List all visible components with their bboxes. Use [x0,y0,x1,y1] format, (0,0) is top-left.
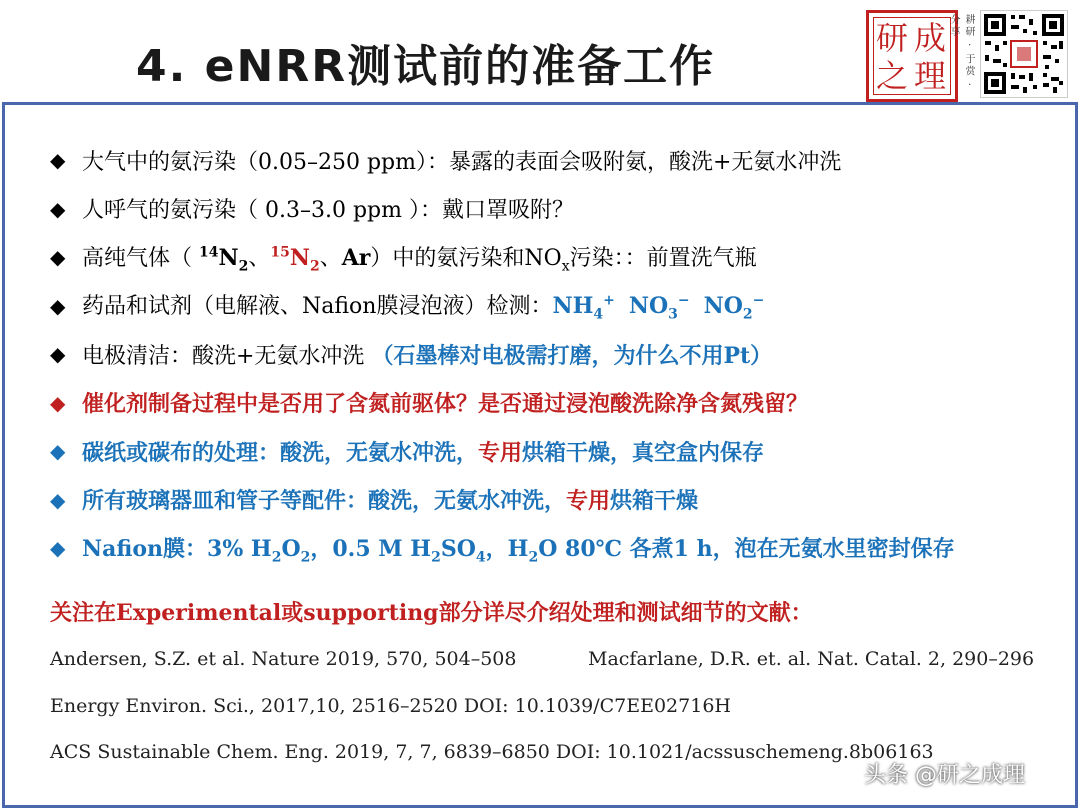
text-segment: 药品和试剂（电解液、Nafion膜浸泡液）检测： [82,294,553,320]
text-segment: ，0.5 M H [310,535,432,562]
subscript: 2 [309,257,320,274]
highlight-word: 专用 [566,488,611,515]
bullet-list [50,136,1060,573]
logo-seal [866,10,958,102]
superscript: + [603,292,615,309]
text-segment: O 80℃ 各煮1 h，泡在无氨水里密封保存 [538,535,955,562]
reference-item: Energy Environ. Sci., 2017,10, 2516–2520 DOI: 10.1039/C7EE02716H [50,695,731,717]
diamond-bullet-icon: ◆ [50,487,66,512]
element-symbol: N [289,244,310,271]
seal-char: 成 [914,19,947,57]
subscript: 2 [238,257,249,274]
text-segment: 高纯气体（ [82,245,199,271]
nitrogen-14-formula [199,244,249,274]
superscript: 14 [199,244,219,261]
nitrogen-15-formula [270,244,320,274]
list-item [50,185,1060,234]
reference-item: Macfarlane, D.R. et. al. Nat. Catal. 2, 290–296 [588,648,1035,670]
subscript: 2 [271,548,282,565]
list-item-text: 人呼气的氨污染（ 0.3–3.0 ppm ）：戴口罩吸附？ [82,198,574,224]
text-segment: SO [440,535,476,562]
qr-code-graphic [981,11,1067,97]
subscript: 2 [431,548,441,565]
text-segment: 烘箱干燥，真空盒内保存 [522,439,765,466]
list-item [50,233,1060,282]
reference-item: Andersen, S.Z. et al. Nature 2019, 570, 504–508 [50,648,517,670]
text-segment: 、 [319,245,342,271]
element-symbol: N [218,244,239,271]
seal-side-text: 耕研 · 于赏 · 分享 [948,14,974,88]
superscript: − [752,292,765,309]
diamond-bullet-icon: ◆ [50,342,66,367]
reference-item: ACS Sustainable Chem. Eng. 2019, 7, 7, 6839–6850 DOI: 10.1021/acssuschemeng.8b06163 [50,741,934,763]
subscript: 4 [593,306,604,323]
nitrite-formula [703,292,765,323]
formula-base: NO [703,293,743,320]
list-item [50,427,1060,476]
text-segment: O [281,535,301,562]
list-item-text [82,289,764,322]
subscript: 4 [475,548,486,565]
seal-char: 理 [914,57,947,95]
text-segment: ，H [485,535,529,562]
formula-base: NH [552,293,594,320]
argon-formula: Ar [341,244,371,271]
formula-base: NO [628,293,669,320]
subscript: 2 [528,548,539,565]
superscript: − [677,292,690,309]
list-item [50,524,1060,573]
list-item-text: 催化剂制备过程中是否用了含氮前驱体？是否通过浸泡酸洗除净含氮残留？ [82,391,809,418]
list-item-text [82,436,764,467]
seal-char: 之 [876,57,909,95]
text-segment: 污染：：前置洗气瓶 [569,245,757,271]
text-segment: 碳纸或碳布的处理：酸洗，无氨水冲洗， [82,439,479,466]
diamond-bullet-icon: ◆ [50,439,66,464]
seal-inner-border [873,17,951,95]
diamond-bullet-icon: ◆ [50,245,66,270]
list-item [50,476,1060,525]
highlight-note: （石墨棒对电极需打磨，为什么不用Pt） [371,342,773,369]
ammonium-formula [552,292,615,323]
list-item-text [82,484,698,515]
page-title: 4. eNRR测试前的准备工作 [136,41,716,92]
text-segment: 电极清洁：酸洗+无氨水冲洗 [82,343,372,369]
subscript: 3 [668,306,678,323]
text-segment: ）中的氨污染和NO [370,245,562,271]
list-item-text: 大气中的氨污染（0.05–250 ppm）：暴露的表面会吸附氨，酸洗+无氨水冲洗 [82,149,842,175]
list-item [50,379,1060,428]
list-item-text [82,532,955,565]
list-item-text [82,241,757,274]
diamond-bullet-icon: ◆ [50,390,66,415]
subscript: x [561,257,570,274]
diamond-bullet-icon: ◆ [50,536,66,561]
highlight-word: 专用 [478,439,523,466]
list-item [50,136,1060,185]
subscript: 2 [742,306,753,323]
text-segment: 烘箱干燥 [610,488,699,515]
list-item-text [82,339,772,370]
text-segment: 所有玻璃器皿和管子等配件：酸洗，无氨水冲洗， [82,488,567,515]
subscript: 2 [300,548,311,565]
references-heading: 关注在Experimental或supporting部分详尽介绍处理和测试细节的文献： [50,600,813,626]
superscript: 15 [270,244,290,261]
source-watermark: 头条 @研之成理 [864,763,1025,788]
nitrate-formula [628,292,690,323]
diamond-bullet-icon: ◆ [50,196,66,221]
list-item [50,330,1060,379]
text-segment: Nafion膜：3% H [82,535,272,562]
seal-char: 研 [876,19,909,57]
text-segment: 、 [248,245,271,271]
qr-code-icon [980,10,1068,98]
list-item [50,282,1060,331]
diamond-bullet-icon: ◆ [50,293,66,318]
diamond-bullet-icon: ◆ [50,148,66,173]
